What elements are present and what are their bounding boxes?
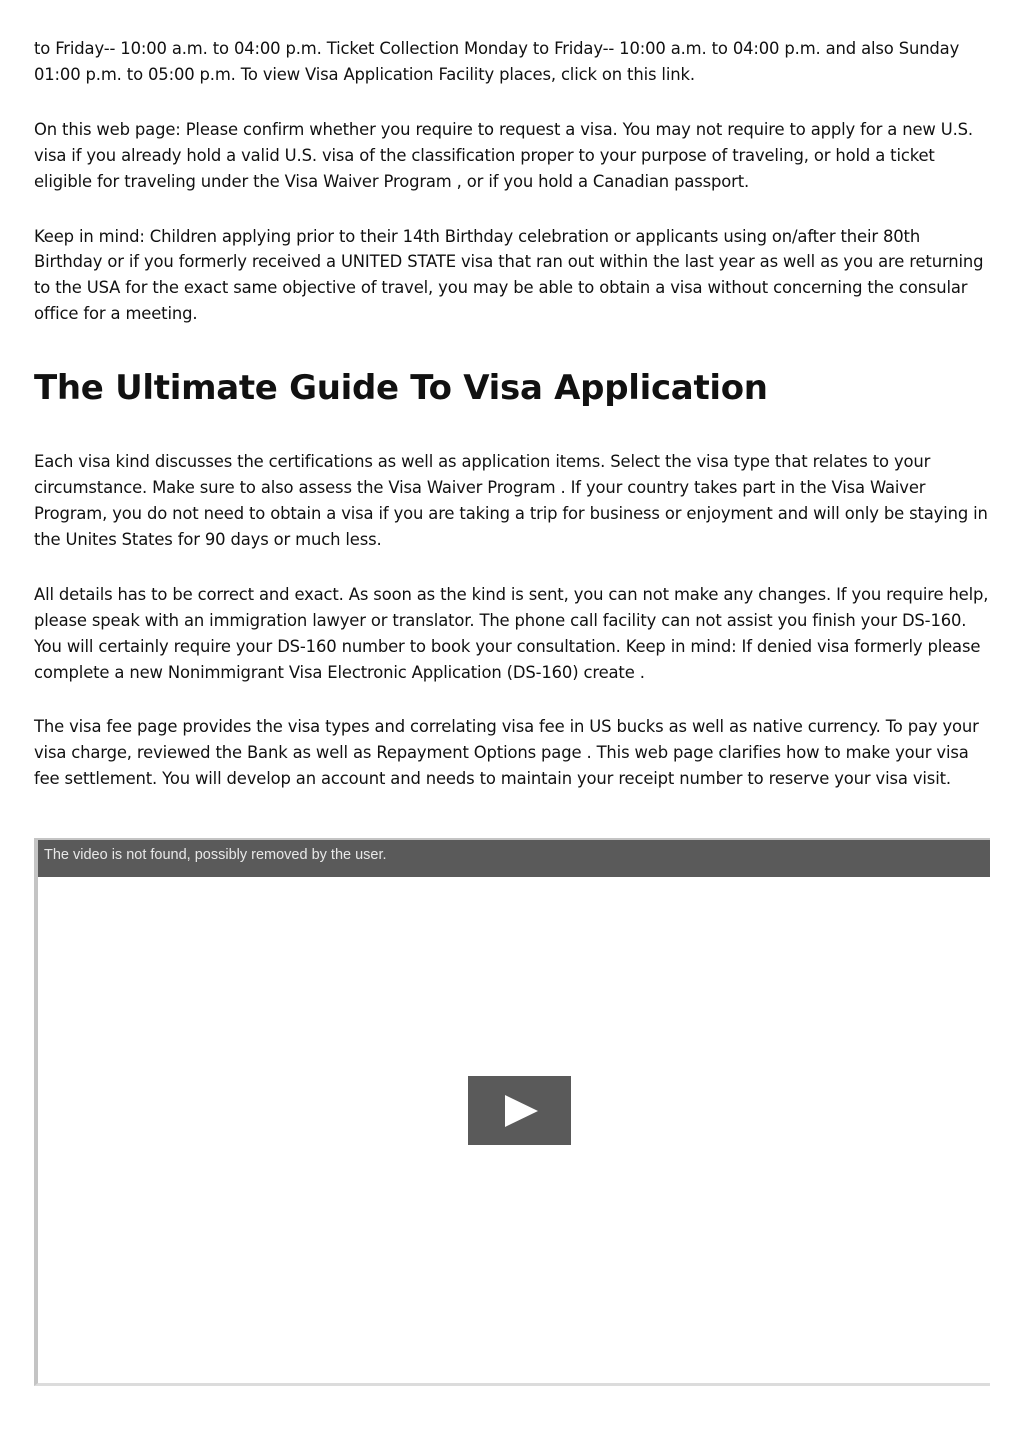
paragraph-hours: to Friday-- 10:00 a.m. to 04:00 p.m. Ticket Collection Monday to Friday-- 10:00 a.m. to 04:00 p.m. and also Sunday 01:00 p.m. to 05:00 p.m. To view Visa Application Facility places, click on this link.: [34, 39, 960, 84]
article-content: [34, 36, 990, 821]
video-error-message: The video is not found, possibly removed by the user.: [44, 847, 387, 863]
paragraph-details: All details has to be correct and exact. As soon as the kind is sent, you can not make any changes. If you require help, please speak with an immigration lawyer or translator. The phone call facility can not assist you finish your DS-160. You will certainly require your DS-160 number to book your consultation. Keep in mind: If denied visa formerly please complete a new Nonimmigrant Visa Electronic Application (DS-160) create .: [34, 584, 989, 682]
play-icon: [505, 1095, 538, 1127]
paragraph-keep-in-mind: Keep in mind: Children applying prior to their 14th Birthday celebration or applicants using on/after their 80th Birthday or if you formerly received a UNITED STATE visa that ran out within the last year as well as you are returning to the USA for the exact same objective of travel, you may be able to obtain a visa without concerning the consular office for a meeting.: [34, 226, 984, 324]
video-player[interactable]: [34, 838, 990, 1386]
play-button[interactable]: [468, 1076, 571, 1145]
paragraph-visa-fee: The visa fee page provides the visa types and correlating visa fee in US bucks as well as native currency. To pay your visa charge, reviewed the Bank as well as Repayment Options page . This web page clarifies how to make your visa fee settlement. You will develop an account and needs to maintain your receipt number to reserve your visa visit.: [34, 717, 979, 789]
video-title-bar: [38, 840, 990, 877]
paragraph-confirm-visa: On this web page: Please confirm whether you require to request a visa. You may not require to apply for a new U.S. visa if you already hold a valid U.S. visa of the classification proper to your purpose of traveling, or hold a ticket eligible for traveling under the Visa Waiver Program , or if you hold a Canadian passport.: [34, 119, 973, 191]
section-heading: The Ultimate Guide To Visa Application: [34, 368, 768, 409]
paragraph-visa-kind: Each visa kind discusses the certifications as well as application items. Select the visa type that relates to your circumstance. Make sure to also assess the Visa Waiver Program . If your country takes part in the Visa Waiver Program, you do not need to obtain a visa if you are taking a trip for business or enjoyment and will only be staying in the Unites States for 90 days or much less.: [34, 452, 988, 549]
